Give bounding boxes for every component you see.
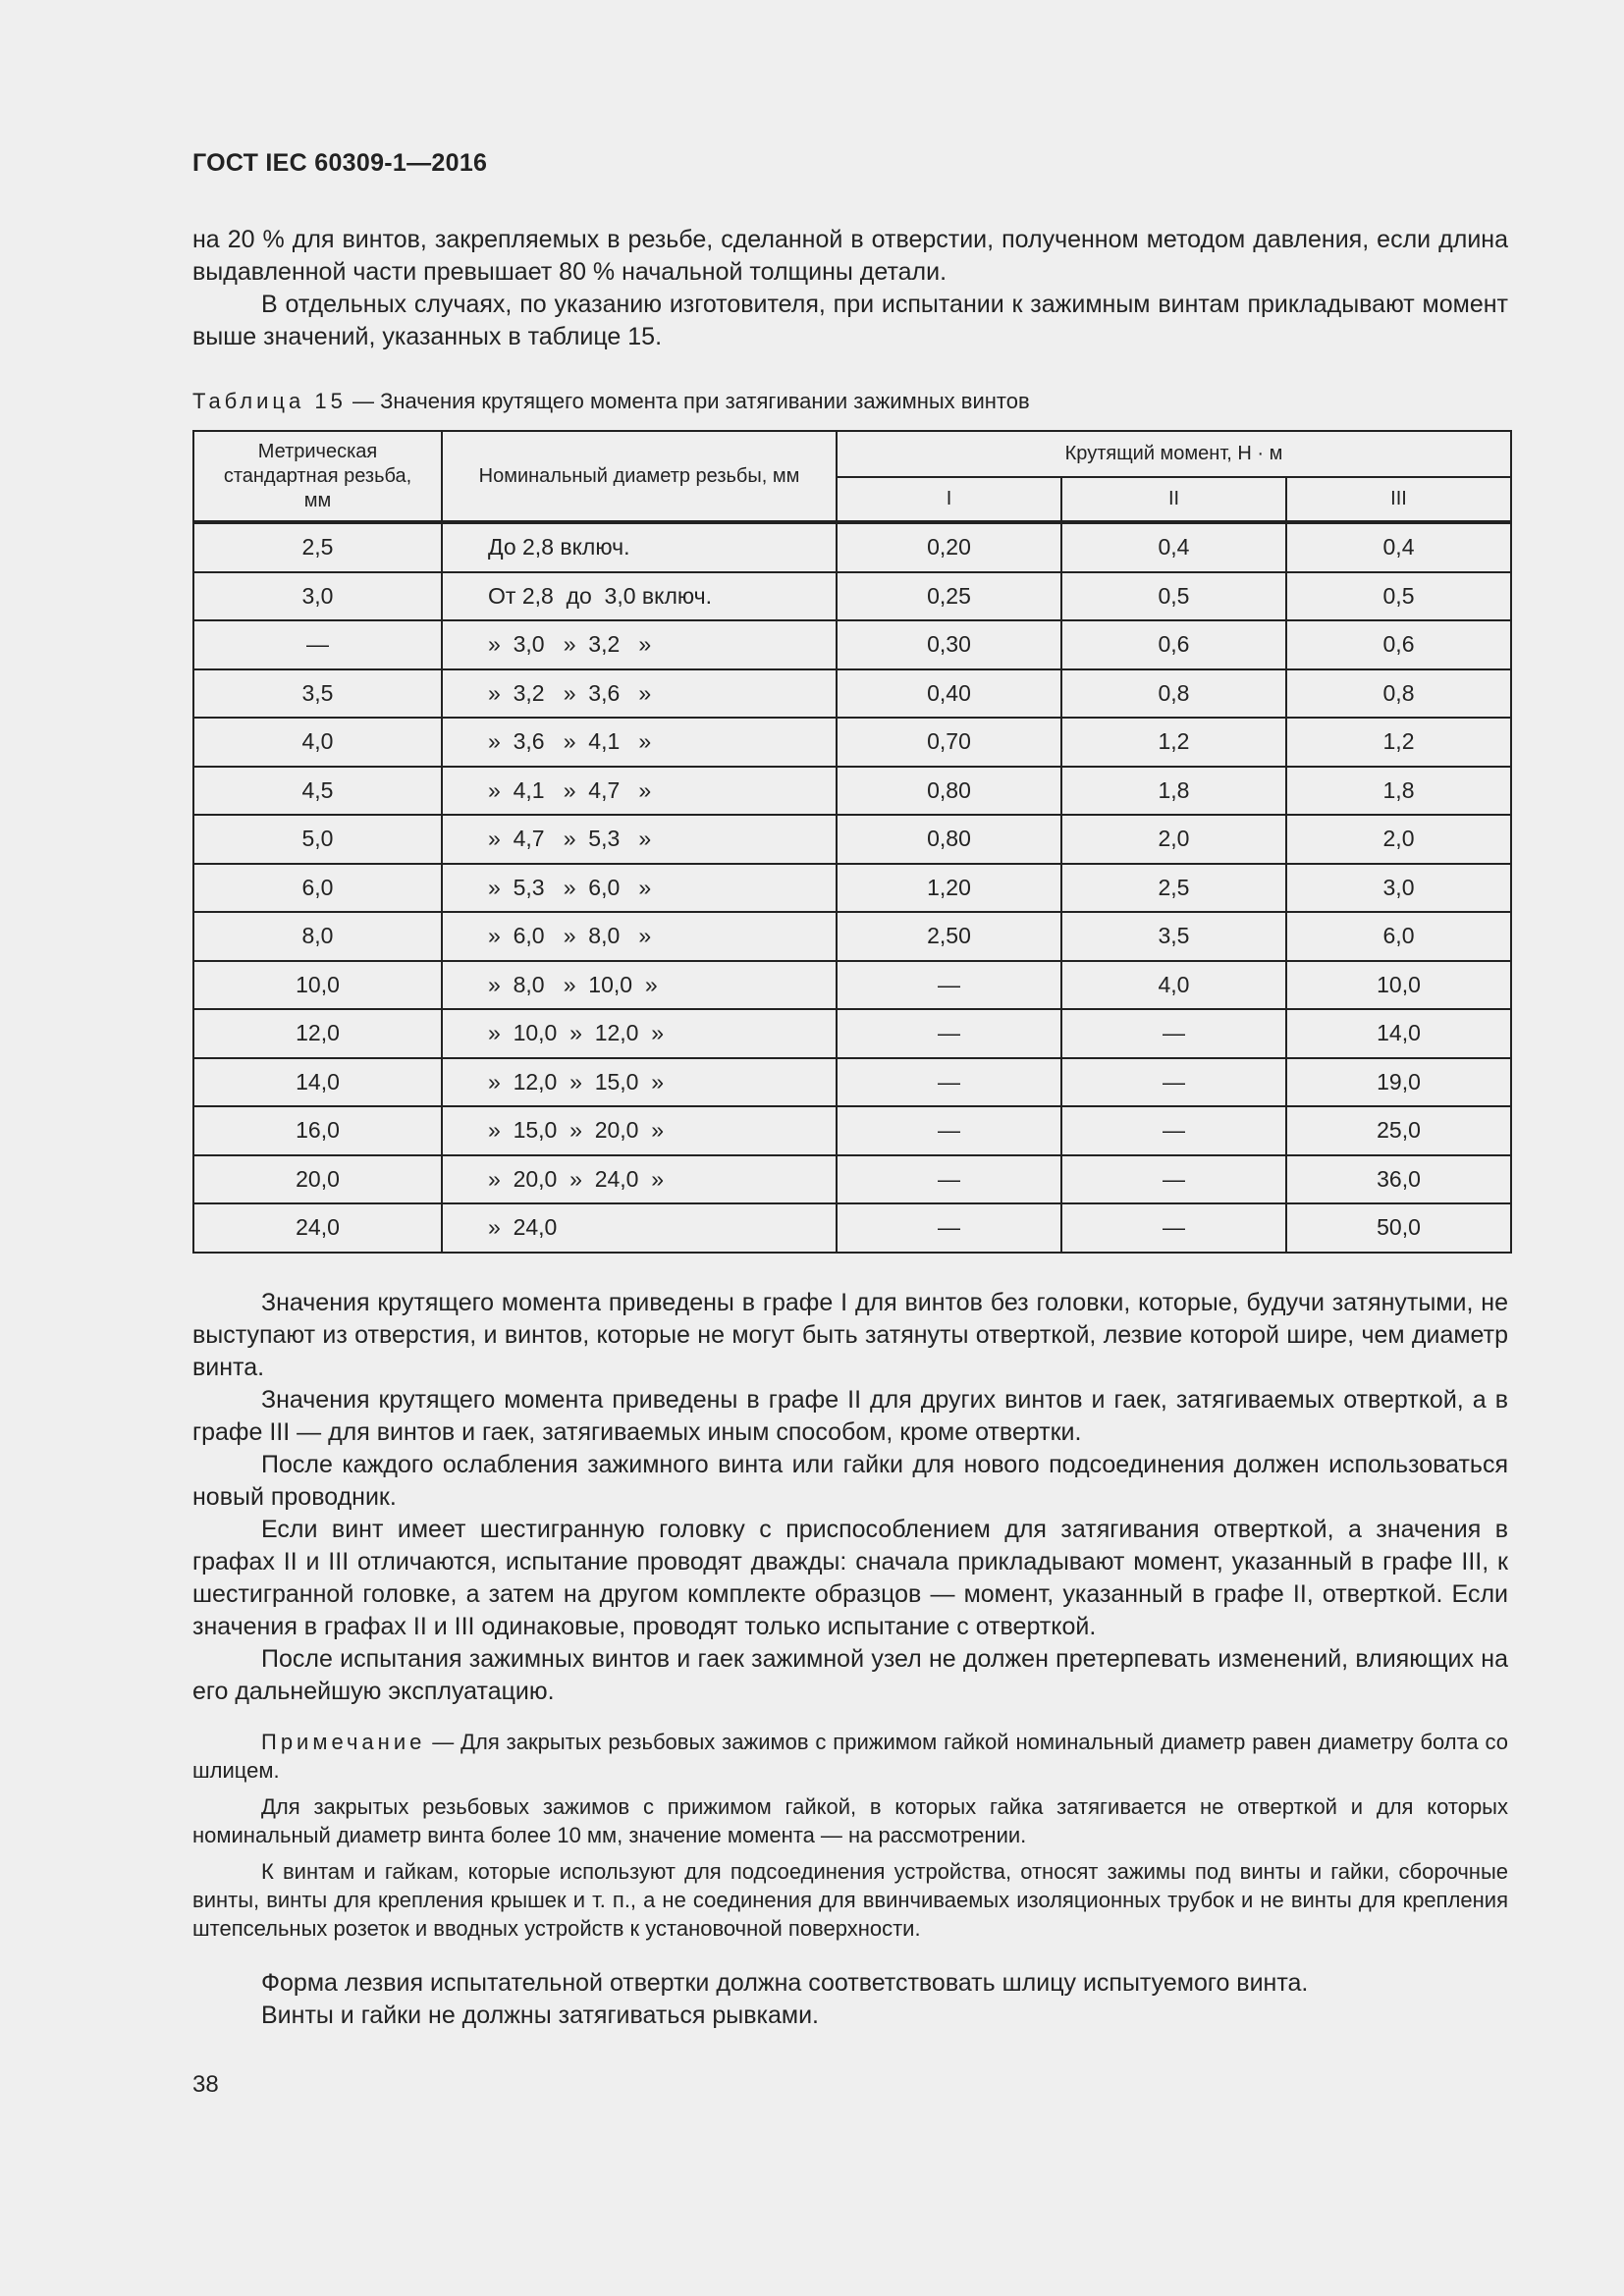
body-text [192,1287,1508,1708]
table-row [193,718,1511,767]
cell-diameter: » 6,0 » 8,0 » [442,912,837,961]
cell-diameter: » 4,1 » 4,7 » [442,767,837,816]
table-row [193,620,1511,669]
cell-thread: 20,0 [193,1155,442,1204]
cell-diameter: » 3,2 » 3,6 » [442,669,837,719]
cell-torque-ii: 0,5 [1061,572,1286,621]
cell-torque-i: 0,25 [837,572,1061,621]
cell-thread: — [193,620,442,669]
cell-thread: 14,0 [193,1058,442,1107]
table-row [193,1106,1511,1155]
cell-thread: 8,0 [193,912,442,961]
cell-torque-ii: 0,6 [1061,620,1286,669]
cell-torque-ii: — [1061,1009,1286,1058]
table-row [193,815,1511,864]
cell-torque-i: 2,50 [837,912,1061,961]
table-caption [192,389,1030,414]
cell-thread: 5,0 [193,815,442,864]
cell-torque-ii: — [1061,1203,1286,1253]
cell-torque-iii: 19,0 [1286,1058,1511,1107]
cell-torque-ii: 2,0 [1061,815,1286,864]
cell-diameter: До 2,8 включ. [442,522,837,572]
table-row [193,1009,1511,1058]
cell-torque-i: 0,40 [837,669,1061,719]
intro-paragraph-1: на 20 % для винтов, закрепляемых в резьбе, сделанной в отверстии, полученном методом давления, если длина выдавленной части превышает 80 % начальной толщины детали. [192,226,1508,286]
cell-torque-iii: 50,0 [1286,1203,1511,1253]
cell-torque-i: — [837,1155,1061,1204]
cell-thread: 4,0 [193,718,442,767]
cell-diameter: » 5,3 » 6,0 » [442,864,837,913]
table-row [193,669,1511,719]
cell-torque-ii: — [1061,1155,1286,1204]
cell-torque-iii: 25,0 [1286,1106,1511,1155]
cell-diameter: » 24,0 [442,1203,837,1253]
header-diameter: Номинальный диаметр резьбы, мм [442,431,837,522]
cell-torque-ii: — [1061,1058,1286,1107]
cell-torque-i: — [837,961,1061,1010]
cell-torque-iii: 3,0 [1286,864,1511,913]
cell-thread: 3,5 [193,669,442,719]
torque-table [192,430,1512,1254]
table-row [193,522,1511,572]
note-1 [192,1728,1508,1785]
cell-torque-iii: 0,6 [1286,620,1511,669]
cell-torque-iii: 2,0 [1286,815,1511,864]
torque-table-body [193,522,1511,1253]
cell-thread: 16,0 [193,1106,442,1155]
cell-torque-iii: 10,0 [1286,961,1511,1010]
cell-torque-i: 0,20 [837,522,1061,572]
table-row [193,864,1511,913]
cell-diameter: » 12,0 » 15,0 » [442,1058,837,1107]
table-row [193,1155,1511,1204]
table-caption-label: Таблица 15 [192,389,347,413]
table-caption-text: — Значения крутящего момента при затягивании зажимных винтов [346,389,1030,413]
header-col-iii: III [1286,477,1511,522]
note-2: Для закрытых резьбовых зажимов с прижимом гайкой, в которых гайка затягивается не отверткой и для которых номинальный диаметр винта более 10 мм, значение момента — на рассмотрении. [192,1794,1508,1847]
cell-torque-iii: 14,0 [1286,1009,1511,1058]
cell-torque-iii: 1,8 [1286,767,1511,816]
body-paragraph-1: Значения крутящего момента приведены в графе I для винтов без головки, которые, будучи затянутыми, не выступают из отверстия, и винтов, которые не могут быть затянуты отверткой, лезвие которой шире, чем диаметр винта. [192,1289,1508,1381]
closing-paragraph-2: Винты и гайки не должны затягиваться рывками. [261,2002,819,2029]
cell-diameter: » 3,6 » 4,1 » [442,718,837,767]
cell-torque-i: — [837,1058,1061,1107]
cell-diameter: От 2,8 до 3,0 включ. [442,572,837,621]
intro-text [192,224,1508,353]
table-row [193,1058,1511,1107]
cell-torque-iii: 36,0 [1286,1155,1511,1204]
cell-diameter: » 15,0 » 20,0 » [442,1106,837,1155]
table-row [193,767,1511,816]
cell-torque-i: 1,20 [837,864,1061,913]
cell-torque-ii: 4,0 [1061,961,1286,1010]
cell-thread: 12,0 [193,1009,442,1058]
header-thread: Метрическая стандартная резьба, мм [193,431,442,522]
cell-torque-ii: 1,8 [1061,767,1286,816]
cell-torque-iii: 0,5 [1286,572,1511,621]
header-col-i: I [837,477,1061,522]
cell-thread: 3,0 [193,572,442,621]
cell-diameter: » 3,0 » 3,2 » [442,620,837,669]
cell-torque-i: 0,80 [837,815,1061,864]
cell-torque-ii: 3,5 [1061,912,1286,961]
closing-paragraph-1: Форма лезвия испытательной отвертки должна соответствовать шлицу испытуемого винта. [261,1969,1309,1997]
table-row [193,572,1511,621]
note-1-text: — Для закрытых резьбовых зажимов с прижимом гайкой номинальный диаметр равен диаметру болта со шлицем. [192,1730,1508,1783]
table-row [193,912,1511,961]
cell-torque-iii: 0,4 [1286,522,1511,572]
cell-thread: 6,0 [193,864,442,913]
cell-thread: 10,0 [193,961,442,1010]
header-torque: Крутящий момент, Н · м [837,431,1511,477]
cell-thread: 24,0 [193,1203,442,1253]
page-number: 38 [192,2071,219,2098]
cell-torque-ii: — [1061,1106,1286,1155]
header-col-ii: II [1061,477,1286,522]
cell-torque-ii: 0,4 [1061,522,1286,572]
closing-text [192,1967,1508,2032]
cell-diameter: » 10,0 » 12,0 » [442,1009,837,1058]
cell-diameter: » 20,0 » 24,0 » [442,1155,837,1204]
cell-torque-iii: 1,2 [1286,718,1511,767]
notes-block [192,1728,1508,1950]
note-3: К винтам и гайкам, которые используют для подсоединения устройства, относят зажимы под винты и гайки, сборочные винты, винты для крепления крышек и т. п., а не соединения для ввинчиваемых изоляционных трубок и не винты для крепления штепсельных розеток и вводных устройств к установочной поверхности. [192,1859,1508,1941]
note-label: Примечание [261,1730,426,1754]
table-row [193,1203,1511,1253]
cell-thread: 2,5 [193,522,442,572]
cell-diameter: » 8,0 » 10,0 » [442,961,837,1010]
cell-torque-iii: 0,8 [1286,669,1511,719]
cell-torque-i: — [837,1009,1061,1058]
cell-torque-ii: 0,8 [1061,669,1286,719]
body-paragraph-2: Значения крутящего момента приведены в графе II для других винтов и гаек, затягиваемых отверткой, а в графе III — для винтов и гаек, затягиваемых иным способом, кроме отвертки. [192,1386,1508,1446]
cell-diameter: » 4,7 » 5,3 » [442,815,837,864]
document-header: ГОСТ IEC 60309-1—2016 [192,149,488,177]
cell-torque-iii: 6,0 [1286,912,1511,961]
cell-torque-i: — [837,1203,1061,1253]
cell-torque-i: 0,80 [837,767,1061,816]
cell-torque-ii: 2,5 [1061,864,1286,913]
body-paragraph-4: Если винт имеет шестигранную головку с приспособлением для затягивания отверткой, а значения в графах II и III отличаются, испытание проводят дважды: сначала прикладывают момент, указанный в графе III, к шестигранной головке, а затем на другом комплекте образцов — момент, указанный в графе II, отверткой. Если значения в графах II и III одинаковые, проводят только испытание с отверткой. [192,1516,1508,1640]
cell-torque-i: 0,30 [837,620,1061,669]
body-paragraph-5: После испытания зажимных винтов и гаек зажимной узел не должен претерпевать изменений, влияющих на его дальнейшую эксплуатацию. [192,1645,1508,1705]
cell-torque-ii: 1,2 [1061,718,1286,767]
cell-torque-i: 0,70 [837,718,1061,767]
body-paragraph-3: После каждого ослабления зажимного винта или гайки для нового подсоединения должен использоваться новый проводник. [192,1451,1508,1511]
intro-paragraph-2: В отдельных случаях, по указанию изготовителя, при испытании к зажимным винтам прикладывают момент выше значений, указанных в таблице 15. [192,291,1508,350]
cell-thread: 4,5 [193,767,442,816]
table-row [193,961,1511,1010]
cell-torque-i: — [837,1106,1061,1155]
